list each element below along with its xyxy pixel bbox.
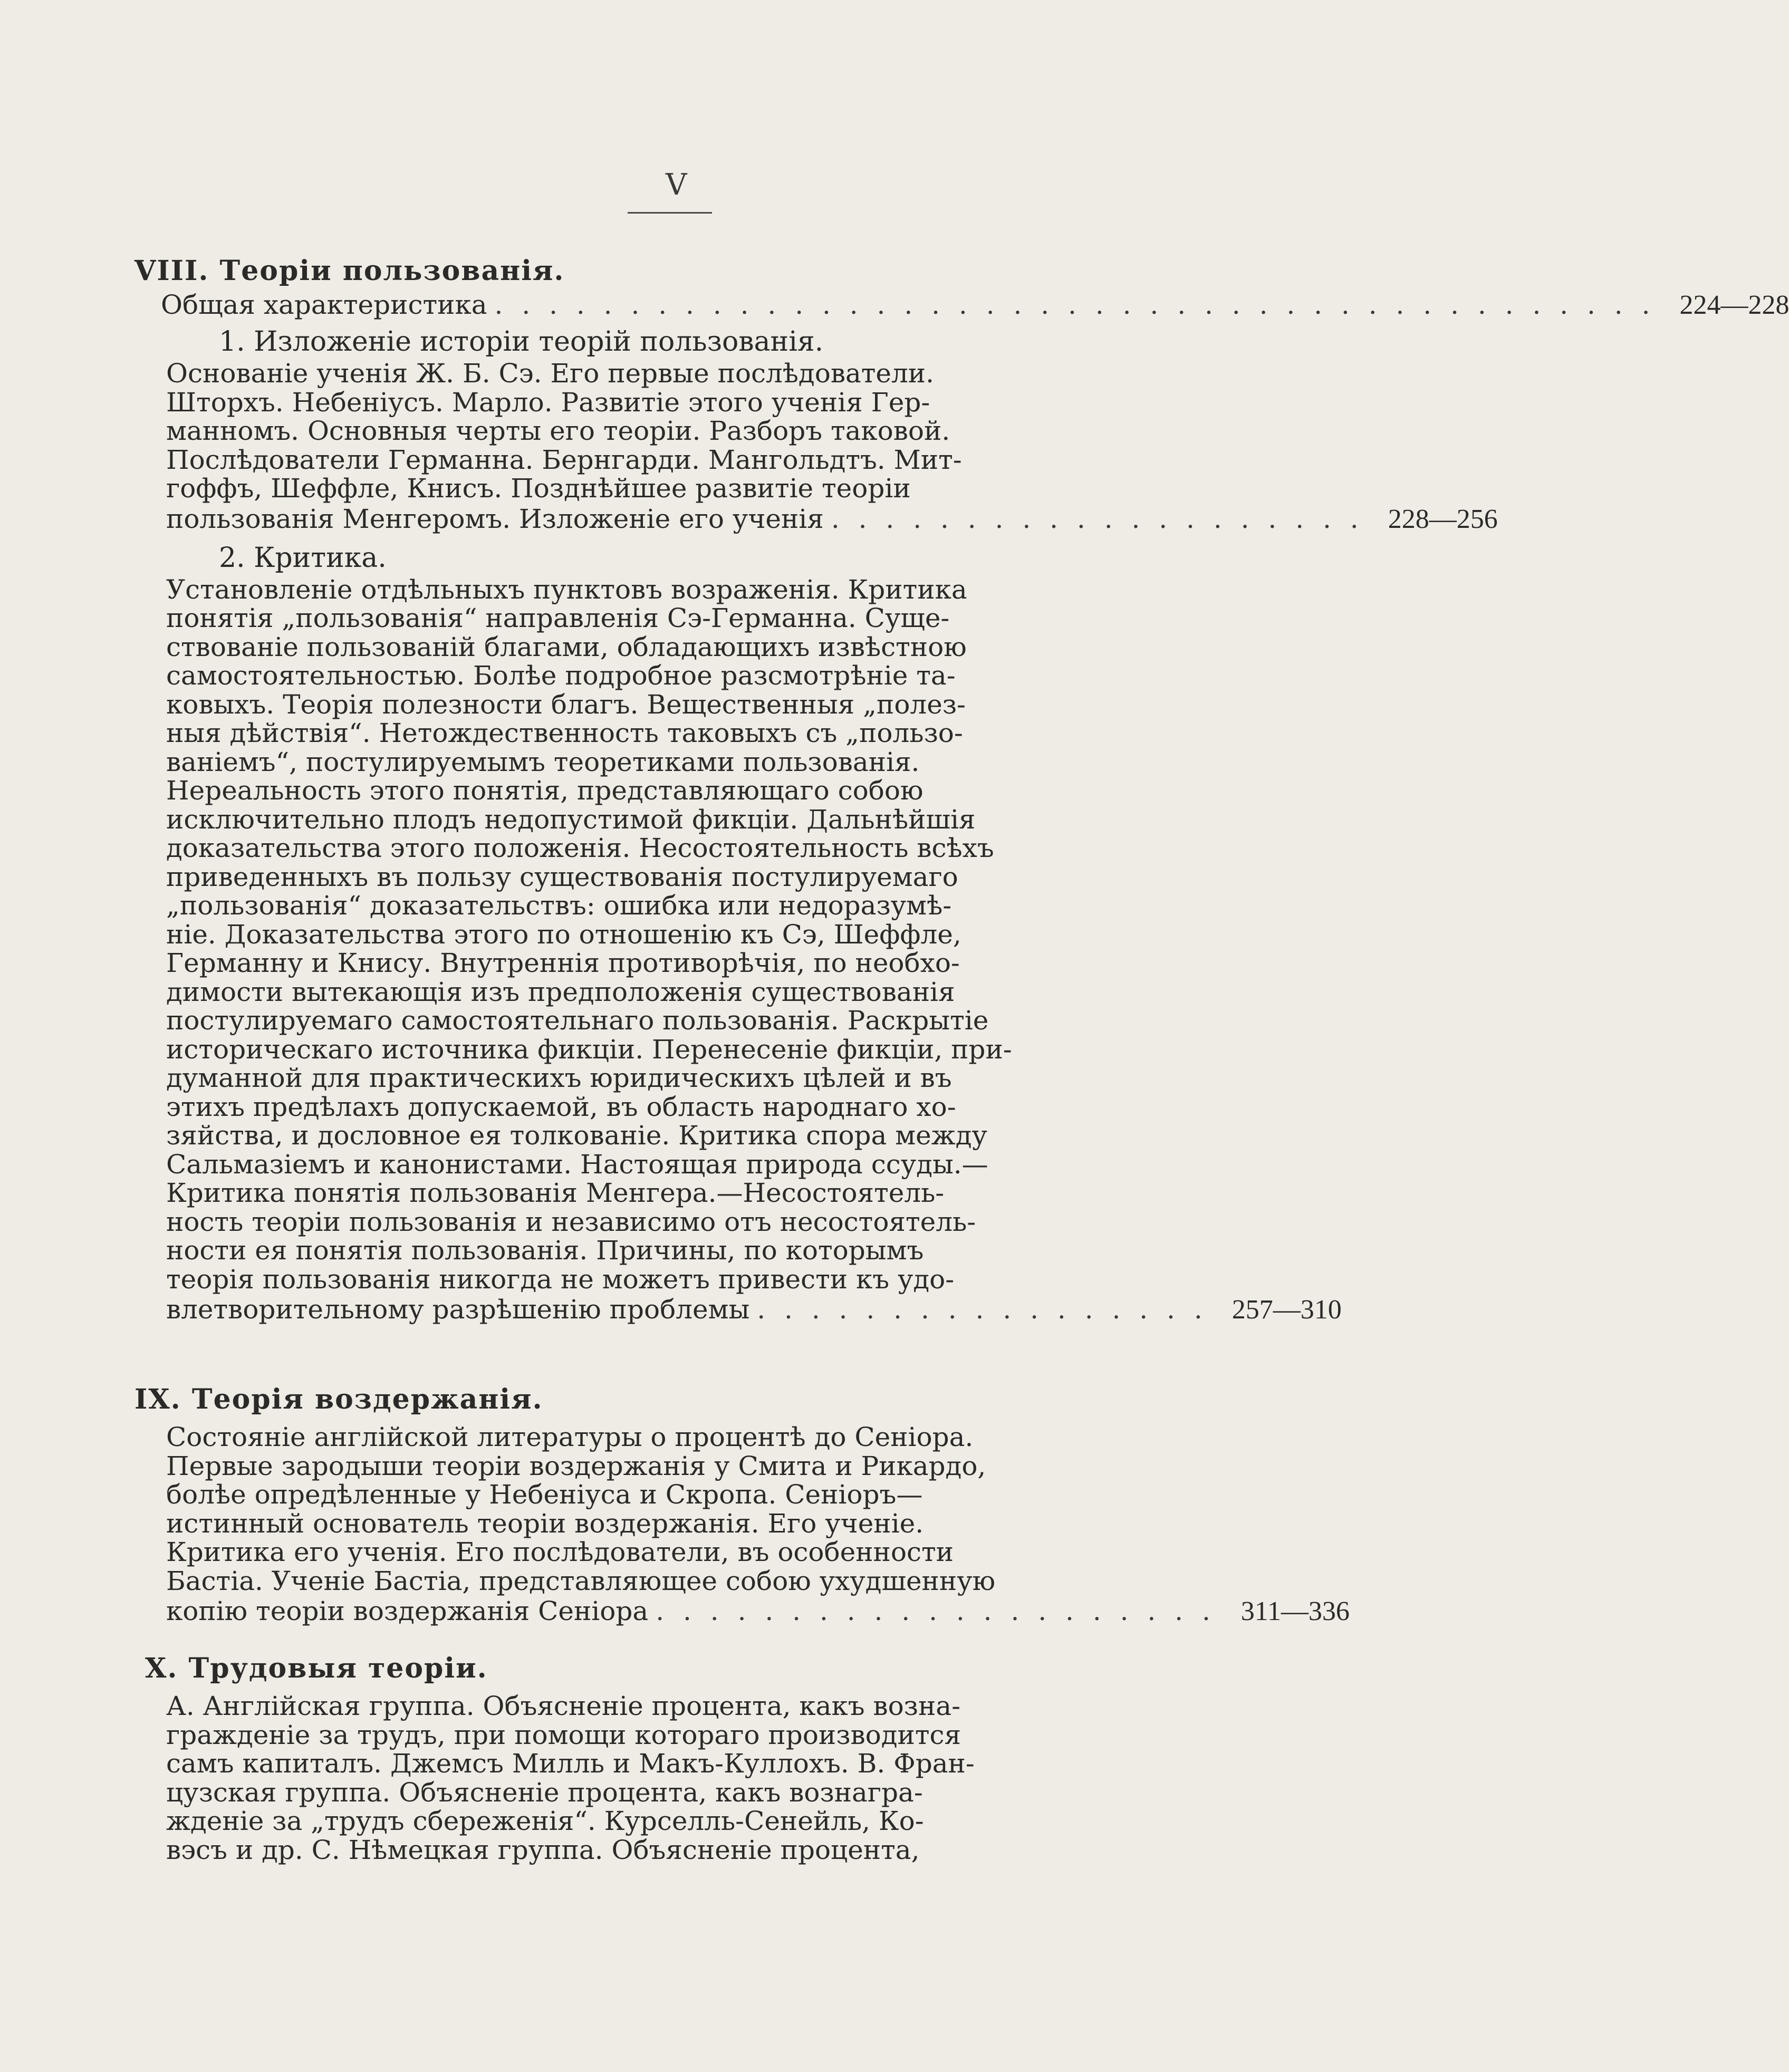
text-line: теорія пользованія никогда не можетъ привести къ удо- [166, 1264, 955, 1295]
page-range: 311—336 [1240, 1596, 1350, 1626]
section-heading: IX. Теорія воздержанія. [134, 1383, 543, 1415]
text-line: истинный основатель теоріи воздержанія. Его ученіе. [166, 1508, 924, 1539]
text-line: жденіе за „трудъ сбереженія“. Курселль-Сенейль, Ко- [166, 1806, 924, 1836]
text-line: думанной для практическихъ юридическихъ цѣлей и въ [166, 1063, 952, 1093]
text-line: Критика понятія пользованія Менгера.—Несостоятель- [166, 1178, 945, 1208]
text-line: цузская группа. Объясненіе процента, какъ вознагра- [166, 1777, 923, 1808]
toc-entry [134, 289, 1789, 321]
text-line: ности ея понятія пользованія. Причины, по которымъ [166, 1235, 924, 1266]
section-body [134, 1422, 1350, 1627]
folio-rule [628, 212, 712, 214]
entry-text: пользованія Менгеромъ. Изложеніе его ученія [166, 503, 824, 534]
text-line: понятія „пользованія“ направленія Сэ-Германна. Суще- [166, 603, 950, 633]
leader-dots: . . . . . . . . . . . . . . . . . . . . . [656, 1596, 1216, 1626]
text-line: ствованіе пользованій благами, обладающихъ извѣстною [166, 631, 967, 662]
page-range: 257—310 [1232, 1295, 1342, 1325]
toc-entry [166, 1595, 1350, 1627]
text-line: самъ капиталъ. Джемсъ Милль и Макъ-Куллохъ. В. Фран- [166, 1748, 975, 1779]
text-line: ваніемъ“, постулируемымъ теоретиками пользованія. [166, 746, 920, 777]
text-line: постулируемаго самостоятельнаго пользованія. Раскрытіе [166, 1005, 989, 1036]
text-line: ныя дѣйствія“. Нетождественность таковыхъ съ „пользо- [166, 718, 963, 748]
page-range: 224—228 [1679, 290, 1789, 320]
text-line: Шторхъ. Небеніусъ. Марло. Развитіе этого ученія Гер- [166, 387, 930, 418]
text-line: вэсъ и др. С. Нѣмецкая группа. Объясненіе процента, [166, 1834, 920, 1865]
subsection-title: 2. Критика. [219, 542, 387, 574]
text-line: болѣе опредѣленные у Небеніуса и Скропа. Сеніоръ— [166, 1479, 923, 1510]
page-range: 228—256 [1388, 504, 1498, 534]
text-line: самостоятельностью. Болѣе подробное разсмотрѣніе та- [166, 660, 956, 691]
text-line: доказательства этого положенія. Несостоятельность всѣхъ [166, 833, 994, 863]
page-number: V [666, 168, 687, 202]
text-line: приведенныхъ въ пользу существованія постулируемаго [166, 861, 958, 892]
entry-text: копію теоріи воздержанія Сеніора [166, 1596, 649, 1626]
section-body [134, 1692, 1226, 1864]
text-line: зяйства, и дословное ея толкованіе. Критика спора между [166, 1120, 987, 1151]
text-line: Первые зародыши теоріи воздержанія у Смита и Рикардо, [166, 1450, 986, 1481]
section-x [134, 1651, 1226, 1864]
section-heading: VIII. Теоріи пользованія. [134, 255, 565, 287]
text-line: гоффъ, Шеффле, Книсъ. Позднѣйшее развитіе теоріи [166, 473, 911, 504]
toc-entry [166, 503, 1498, 535]
entry-text: влетворительному разрѣшенію проблемы [166, 1294, 750, 1325]
entry-text: Общая характеристика [161, 290, 487, 320]
subsection-body [134, 358, 1498, 535]
text-line: манномъ. Основныя черты его теоріи. Разборъ таковой. [166, 416, 950, 446]
text-line: историческаго источника фикціи. Перенесеніе фикціи, при- [166, 1034, 1012, 1065]
text-line: ніе. Доказательства этого по отношенію къ Сэ, Шеффле, [166, 919, 961, 950]
subsection-body [134, 574, 1342, 1326]
section-ix [134, 1382, 1350, 1627]
text-line: Сальмазіемъ и канонистами. Настоящая природа ссуды.— [166, 1149, 988, 1180]
text-line: Бастіа. Ученіе Бастіа, представляющее собою ухудшенную [166, 1565, 996, 1596]
text-line: Нереальность этого понятія, представляющаго собою [166, 775, 924, 806]
text-line: исключительно плодъ недопустимой фикціи. Дальнѣйшія [166, 804, 976, 835]
section-heading: X. Трудовыя теоріи. [145, 1652, 488, 1684]
subsection-title: 1. Изложеніе исторіи теорій пользованія. [219, 326, 824, 358]
section-viii [134, 253, 1789, 1326]
text-line: димости вытекающія изъ предположенія существованія [166, 976, 955, 1007]
leader-dots: . . . . . . . . . . . . . . . . . . . . . . . . . . . . . . . . . . . . . . . . . . . [494, 290, 1656, 320]
text-line: Основаніе ученія Ж. Б. Сэ. Его первые послѣдователи. [166, 358, 935, 389]
leader-dots: . . . . . . . . . . . . . . . . . . . . [831, 503, 1364, 534]
text-line: ковыхъ. Теорія полезности благъ. Вещественныя „полез- [166, 689, 966, 720]
leader-dots: . . . . . . . . . . . . . . . . . [757, 1294, 1208, 1325]
text-line: Установленіе отдѣльныхъ пунктовъ возраженія. Критика [166, 574, 967, 605]
text-line: Критика его ученія. Его послѣдователи, въ особенности [166, 1537, 954, 1567]
text-line: „пользованія“ доказательствъ: ошибка или недоразумѣ- [166, 890, 952, 921]
text-line: Германну и Кнису. Внутреннія противорѣчія, по необхо- [166, 948, 960, 978]
text-line: этихъ предѣлахъ допускаемой, въ область народнаго хо- [166, 1091, 956, 1122]
text-line: А. Англійская группа. Объясненіе процента, какъ возна- [166, 1691, 960, 1721]
text-line: Послѣдователи Германна. Бернгарди. Мангольдтъ. Мит- [166, 444, 962, 475]
text-line: гражденіе за трудъ, при помощи котораго производится [166, 1719, 961, 1750]
toc-entry [166, 1294, 1342, 1326]
text-line: ность теоріи пользованія и независимо отъ несостоятель- [166, 1206, 976, 1237]
text-line: Состояніе англійской литературы о процентѣ до Сеніора. [166, 1422, 974, 1452]
